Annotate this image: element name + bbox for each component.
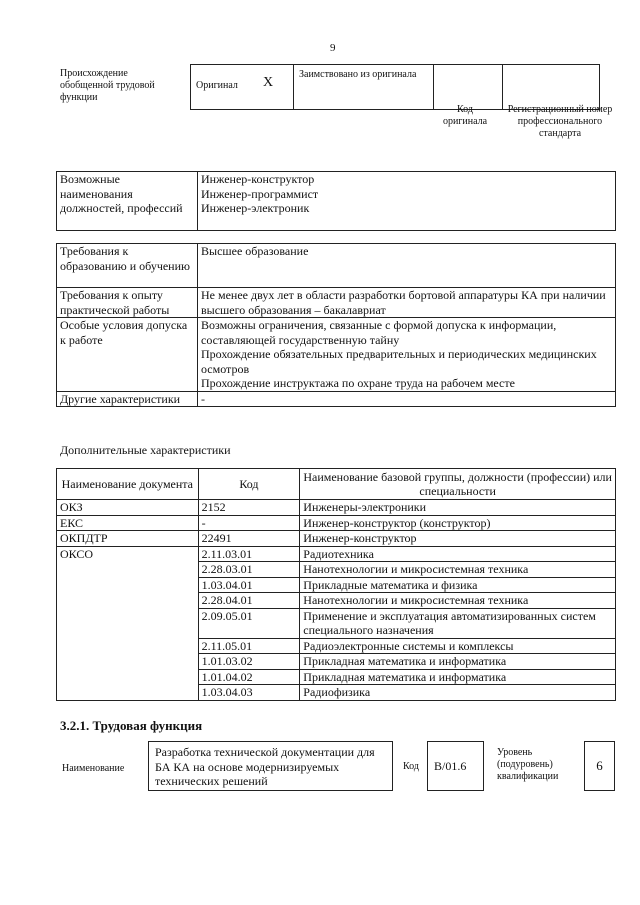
code-cell: 2.28.04.01 (198, 593, 300, 609)
col-header-name: Наименование базовой группы, должности (профессии) или специальности (300, 469, 616, 500)
req-line: Высшее образование (201, 244, 309, 258)
requirements-table (56, 243, 616, 407)
req-label: Особые условия допуска к работе (57, 318, 198, 392)
name-cell: Прикладная математика и информатика (300, 669, 616, 685)
table-row (57, 546, 616, 562)
name-cell: Радиотехника (300, 546, 616, 562)
req-line: - (201, 391, 205, 406)
code-cell: 1.03.04.03 (198, 685, 300, 701)
function-code-value: B/01.6 (427, 741, 484, 791)
name-cell: Нанотехнологии и микросистемная техника (300, 593, 616, 609)
job-names-table (56, 171, 616, 231)
req-value (198, 391, 616, 407)
function-name-value: Разработка технической документации для БА КА на основе модернизируемых технических решений (148, 741, 393, 791)
req-line: Возможны ограничения, связанные с формой допуска к информации, составляющей государственную тайну (201, 318, 557, 347)
name-cell: Инженер-конструктор (конструктор) (300, 515, 616, 531)
name-cell: Инженер-конструктор (300, 531, 616, 547)
req-line: Не менее двух лет в области разработки бортовой аппаратуры КА при наличии высшего образования – бакалавриат (201, 288, 606, 317)
col-header-code: Код (198, 469, 300, 500)
req-label: Требования к опыту практической работы (57, 288, 198, 318)
job-name: Инженер-программист (201, 186, 319, 201)
code-cell: 1.01.03.02 (198, 654, 300, 670)
name-cell: Применение и эксплуатация автоматизированных систем специального назначения (300, 608, 616, 638)
code-cell: 1.01.04.02 (198, 669, 300, 685)
code-cell: 2.09.05.01 (198, 608, 300, 638)
qualification-level-value: 6 (584, 741, 615, 791)
borrowed-cell: Заимствовано из оригинала (294, 65, 434, 110)
req-value (198, 288, 616, 318)
additional-table (56, 468, 616, 701)
job-names-list (198, 172, 616, 231)
job-name: Инженер-конструктор (201, 172, 315, 186)
function-code-label: Код (403, 761, 419, 772)
job-names-label: Возможные наименования должностей, профессий (57, 172, 198, 231)
doc-cell: ЕКС (57, 515, 199, 531)
col-header-doc: Наименование документа (57, 469, 199, 500)
code-original-cell (434, 65, 503, 110)
qualification-level-label: Уровень (подуровень) квалификации (497, 747, 559, 782)
page-number: 9 (330, 42, 336, 54)
code-cell: 2.11.05.01 (198, 638, 300, 654)
req-line: Прохождение инструктажа по охране труда на рабочем месте (201, 376, 515, 390)
doc-cell: ОКЗ (57, 500, 199, 516)
name-cell: Радиофизика (300, 685, 616, 701)
req-line: Прохождение обязательных предварительных и периодических медицинских осмотров (201, 347, 597, 376)
code-cell: 2.11.03.01 (198, 546, 300, 562)
code-cell: 2152 (198, 500, 300, 516)
doc-cell: ОКСО (57, 546, 199, 700)
original-mark: X (263, 75, 274, 90)
name-cell: Инженеры-электроники (300, 500, 616, 516)
origin-label: Происхождение обобщенной трудовой функции (60, 68, 155, 103)
reg-number-cell (503, 65, 600, 110)
req-label: Другие характеристики (57, 391, 198, 407)
req-label: Требования к образованию и обучению (57, 244, 198, 288)
function-name-label: Наименование (62, 763, 125, 774)
code-cell: 1.03.04.01 (198, 577, 300, 593)
section-title: 3.2.1. Трудовая функция (60, 718, 203, 733)
req-value (198, 244, 616, 288)
doc-cell: ОКПДТР (57, 531, 199, 547)
additional-title: Дополнительные характеристики (60, 443, 231, 457)
code-original-caption: Код оригинала (442, 104, 488, 127)
table-row (57, 531, 616, 547)
original-cell (191, 65, 294, 110)
name-cell: Прикладные математика и физика (300, 577, 616, 593)
code-cell: - (198, 515, 300, 531)
reg-number-caption: Регистрационный номер профессионального стандарта (507, 104, 613, 139)
name-cell: Нанотехнологии и микросистемная техника (300, 562, 616, 578)
table-row (57, 515, 616, 531)
job-name: Инженер-электроник (201, 201, 310, 215)
code-cell: 2.28.03.01 (198, 562, 300, 578)
req-value (198, 318, 616, 392)
name-cell: Прикладная математика и информатика (300, 654, 616, 670)
code-cell: 22491 (198, 531, 300, 547)
original-label: Оригинал (196, 80, 238, 91)
table-row (57, 500, 616, 516)
name-cell: Радиоэлектронные системы и комплексы (300, 638, 616, 654)
